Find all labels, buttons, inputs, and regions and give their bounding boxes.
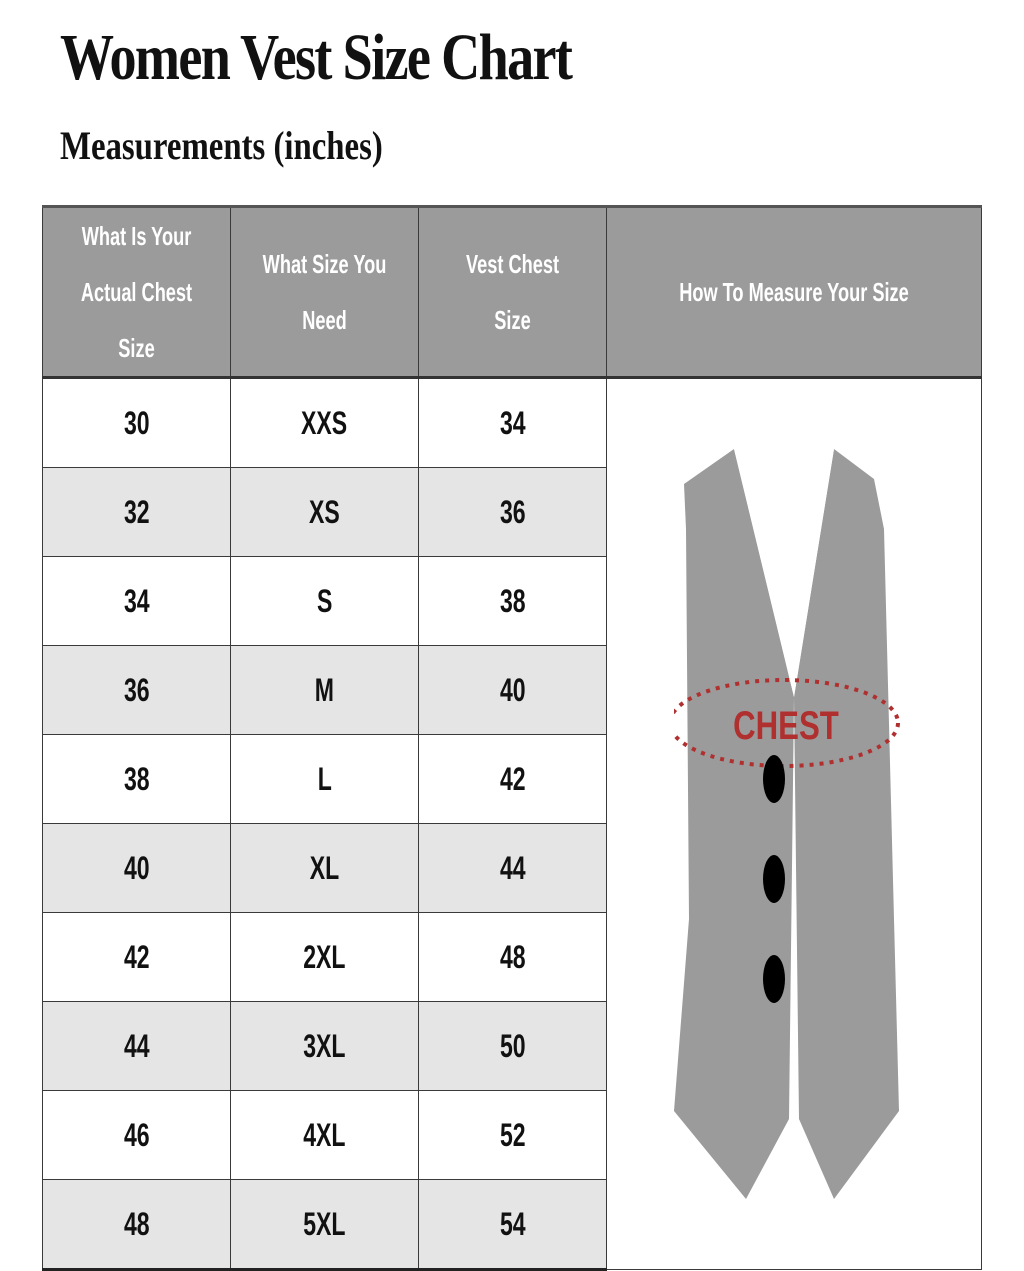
actual-chest-cell: 46 xyxy=(43,1091,231,1180)
actual-chest-cell: 42 xyxy=(43,913,231,1002)
vest-chest-cell: 38 xyxy=(419,557,607,646)
size-needed-cell: 5XL xyxy=(231,1180,419,1270)
vest-button xyxy=(763,755,785,803)
actual-chest-cell: 32 xyxy=(43,468,231,557)
header-size-needed: What Size You Need xyxy=(231,207,419,378)
vest-chest-cell: 40 xyxy=(419,646,607,735)
measure-illustration-cell xyxy=(607,378,982,1270)
actual-chest-cell: 38 xyxy=(43,735,231,824)
chest-label: CHEST xyxy=(733,703,839,748)
size-needed-cell: S xyxy=(231,557,419,646)
size-needed-cell: L xyxy=(231,735,419,824)
size-needed-cell: XXS xyxy=(231,378,419,468)
actual-chest-cell: 34 xyxy=(43,557,231,646)
vest-chest-cell: 34 xyxy=(419,378,607,468)
actual-chest-cell: 48 xyxy=(43,1180,231,1270)
actual-chest-cell: 30 xyxy=(43,378,231,468)
vest-button xyxy=(763,955,785,1003)
vest-chest-cell: 36 xyxy=(419,468,607,557)
header-actual-chest: What Is Your Actual Chest Size xyxy=(43,207,231,378)
vest-button xyxy=(763,855,785,903)
table-header-row xyxy=(43,207,982,378)
size-needed-cell: M xyxy=(231,646,419,735)
vest-chest-cell: 44 xyxy=(419,824,607,913)
actual-chest-cell: 44 xyxy=(43,1002,231,1091)
size-needed-cell: 3XL xyxy=(231,1002,419,1091)
vest-chest-cell: 50 xyxy=(419,1002,607,1091)
table-row xyxy=(43,378,982,468)
actual-chest-cell: 40 xyxy=(43,824,231,913)
vest-illustration xyxy=(674,439,914,1209)
header-how-to-measure: How To Measure Your Size xyxy=(607,207,982,378)
page-subtitle: Measurements (inches) xyxy=(60,123,383,168)
actual-chest-cell: 36 xyxy=(43,646,231,735)
vest-chest-cell: 54 xyxy=(419,1180,607,1270)
vest-chest-cell: 48 xyxy=(419,913,607,1002)
vest-chest-cell: 42 xyxy=(419,735,607,824)
header-vest-chest: Vest Chest Size xyxy=(419,207,607,378)
size-needed-cell: 2XL xyxy=(231,913,419,1002)
page-title: Women Vest Size Chart xyxy=(60,21,572,94)
size-chart-table xyxy=(42,205,982,1271)
size-needed-cell: 4XL xyxy=(231,1091,419,1180)
size-needed-cell: XS xyxy=(231,468,419,557)
vest-chest-cell: 52 xyxy=(419,1091,607,1180)
size-needed-cell: XL xyxy=(231,824,419,913)
